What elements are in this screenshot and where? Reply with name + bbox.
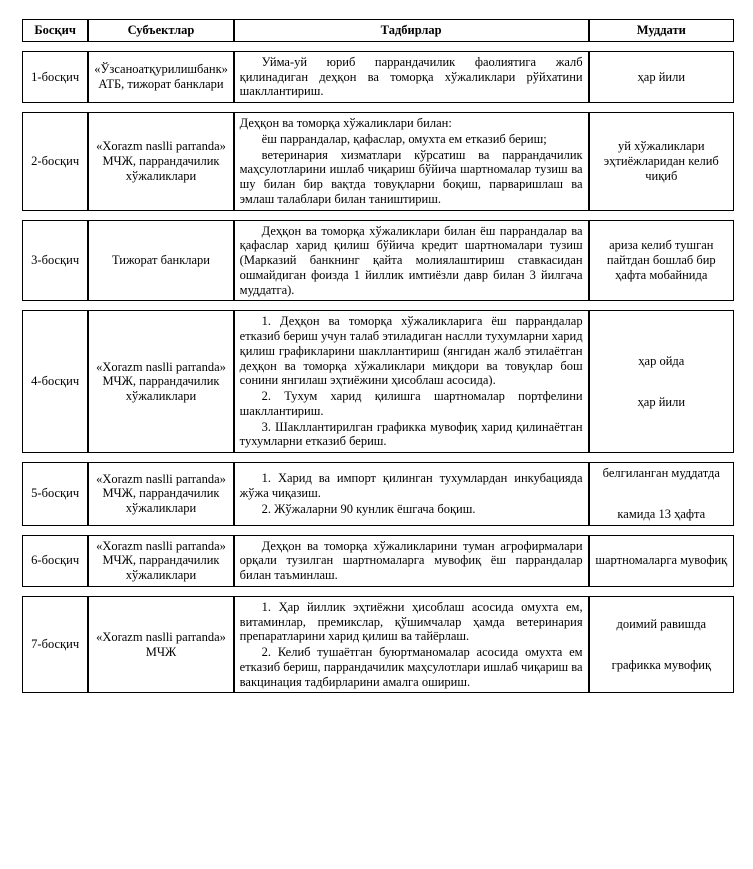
measure-paragraph: 1. Харид ва импорт қилинган тухумлардан инкубацияда жўжа чиқазиш. bbox=[239, 471, 583, 500]
measure-paragraph: 3. Шакллантирилган графикка мувофиқ харид қилинаётган тухумларни етказиб бериш. bbox=[239, 419, 583, 449]
column-header-subject: Субъектлар bbox=[88, 19, 233, 42]
cell-term bbox=[589, 310, 734, 453]
column-header-stage: Босқич bbox=[22, 19, 88, 42]
cell-measures bbox=[234, 220, 589, 302]
measures-table bbox=[22, 10, 734, 702]
cell-subject: «Xorazm naslli parranda» МЧЖ, паррандачилик хўжаликлари bbox=[88, 112, 233, 211]
cell-measures bbox=[234, 51, 589, 103]
cell-measures bbox=[234, 596, 589, 694]
cell-subject: «Xorazm naslli parranda» МЧЖ, паррандачилик хўжаликлари bbox=[88, 310, 233, 453]
cell-subject: «Xorazm naslli parranda» МЧЖ bbox=[88, 596, 233, 694]
cell-stage: 1-босқич bbox=[22, 51, 88, 103]
cell-term bbox=[589, 220, 734, 302]
measure-paragraph: 2. Жўжаларни 90 кунлик ёшгача боқиш. bbox=[261, 501, 476, 516]
term-line: шартномаларга мувофиқ bbox=[595, 553, 728, 568]
measure-paragraph: Уйма-уй юриб парpандачилик фаолиятига жалб қилинадиган деҳқон ва томорқа хўжаликлари рўйхатини шакллантириш. bbox=[239, 54, 583, 99]
column-header-term: Муддати bbox=[589, 19, 734, 42]
cell-subject: Тижорат банклари bbox=[88, 220, 233, 302]
measure-paragraph: Деҳқон ва томорқа хўжаликлари билан ёш паррандалар ва қафаслар харид қилиш бўйича кредит шартномалари тузиш (Марказий банкнинг қайта молиялаштириш ставкасидан ошмайдиган фоизда 1 йиллик имтиёзли давр билан 3 йилгача муддатга). bbox=[239, 223, 583, 297]
cell-stage: 5-босқич bbox=[22, 462, 88, 526]
cell-subject: «Xorazm naslli parranda» МЧЖ, паррандачилик хўжаликлари bbox=[88, 462, 233, 526]
cell-term bbox=[589, 112, 734, 211]
cell-subject: «Xorazm naslli parranda» МЧЖ, паррандачилик хўжаликлари bbox=[88, 535, 233, 587]
cell-stage: 7-босқич bbox=[22, 596, 88, 694]
cell-term bbox=[589, 535, 734, 587]
column-header-measures: Тадбирлар bbox=[234, 19, 589, 42]
cell-subject: «Ўзсаноатқурилишбанк» АТБ, тижорат банклари bbox=[88, 51, 233, 103]
table-row bbox=[22, 112, 734, 211]
table-header-row bbox=[22, 19, 734, 42]
term-line: ариза келиб тушган пайтдан бошлаб бир ҳафта мобайнида bbox=[606, 238, 716, 282]
term-line: камида 13 ҳафта bbox=[617, 506, 706, 521]
measure-paragraph: Деҳқон ва томорқа хўжаликларини туман агрофирмалари орқали тузилган шартномаларга мувофиқ ёш паррандалар билан таъминлаш. bbox=[239, 538, 583, 582]
cell-measures bbox=[234, 112, 589, 211]
cell-stage: 4-босқич bbox=[22, 310, 88, 453]
term-line: ҳар ойда bbox=[638, 353, 685, 368]
cell-measures bbox=[234, 535, 589, 587]
measure-paragraph: 1. Деҳқон ва томорқа хўжаликларига ёш паррандалар етказиб бериш учун талаб этиладиган наслли тухумларни харид қилиш графикларини шакллантириш (янгидан жалб этилаётган деҳқон ва томорқа хўжаликлари миқдори ва товуқлар бош сонини янгилаш эҳтиёжини ҳисоблаш асосида). bbox=[239, 314, 583, 388]
table-row bbox=[22, 51, 734, 103]
cell-measures bbox=[234, 462, 589, 526]
measure-paragraph: 2. Келиб тушаётган буюртманомалар асосида омухта ем етказиб бериш, паррандачилик маҳсулотлари ишлаб чиқариш ва вакцинация тадбирларини амалга ошириш. bbox=[239, 645, 583, 689]
cell-stage: 3-босқич bbox=[22, 220, 88, 302]
measure-paragraph: 1. Ҳар йиллик эҳтиёжни ҳисоблаш асосида омухта ем, витаминлар, премикслар, қўшимчалар ҳамда ветеринария препаратларини харид қилиш ва тайёрлаш. bbox=[239, 599, 583, 644]
cell-term bbox=[589, 596, 734, 694]
table-row bbox=[22, 220, 734, 302]
measure-paragraph: ветеринария хизматлари кўрсатиш ва паррандачилик маҳсулотларини ишлаб чиқариш бўйича шартномалар тузиш ва шу билан бир вақтда товуқларни боқиш, парваришлаш ва эмлаш талаблари билан таништириш. bbox=[239, 147, 583, 206]
cell-stage: 6-босқич bbox=[22, 535, 88, 587]
cell-measures bbox=[234, 310, 589, 453]
table-row bbox=[22, 596, 734, 694]
term-line: белгиланган муддатда bbox=[602, 466, 720, 480]
term-line: ҳар йили bbox=[637, 69, 686, 84]
measure-paragraph: 2. Тухум харид қилишга шартномалар портфелини шакллантириш. bbox=[239, 389, 583, 418]
term-line: уй хўжаликлари эҳтиёжларидан келиб чиқиб bbox=[603, 139, 719, 183]
measure-paragraph: ёш паррандалар, қафаслар, омухта ем етказиб бериш; bbox=[261, 131, 547, 146]
term-line: доимий равишда bbox=[616, 616, 707, 631]
table-row bbox=[22, 535, 734, 587]
cell-term bbox=[589, 462, 734, 526]
table-row bbox=[22, 310, 734, 453]
cell-term bbox=[589, 51, 734, 103]
term-line: графикка мувофиқ bbox=[611, 657, 712, 672]
measure-paragraph: Деҳқон ва томорқа хўжаликлари билан: bbox=[239, 116, 452, 130]
table-row bbox=[22, 462, 734, 526]
cell-stage: 2-босқич bbox=[22, 112, 88, 211]
term-line: ҳар йили bbox=[637, 394, 686, 409]
